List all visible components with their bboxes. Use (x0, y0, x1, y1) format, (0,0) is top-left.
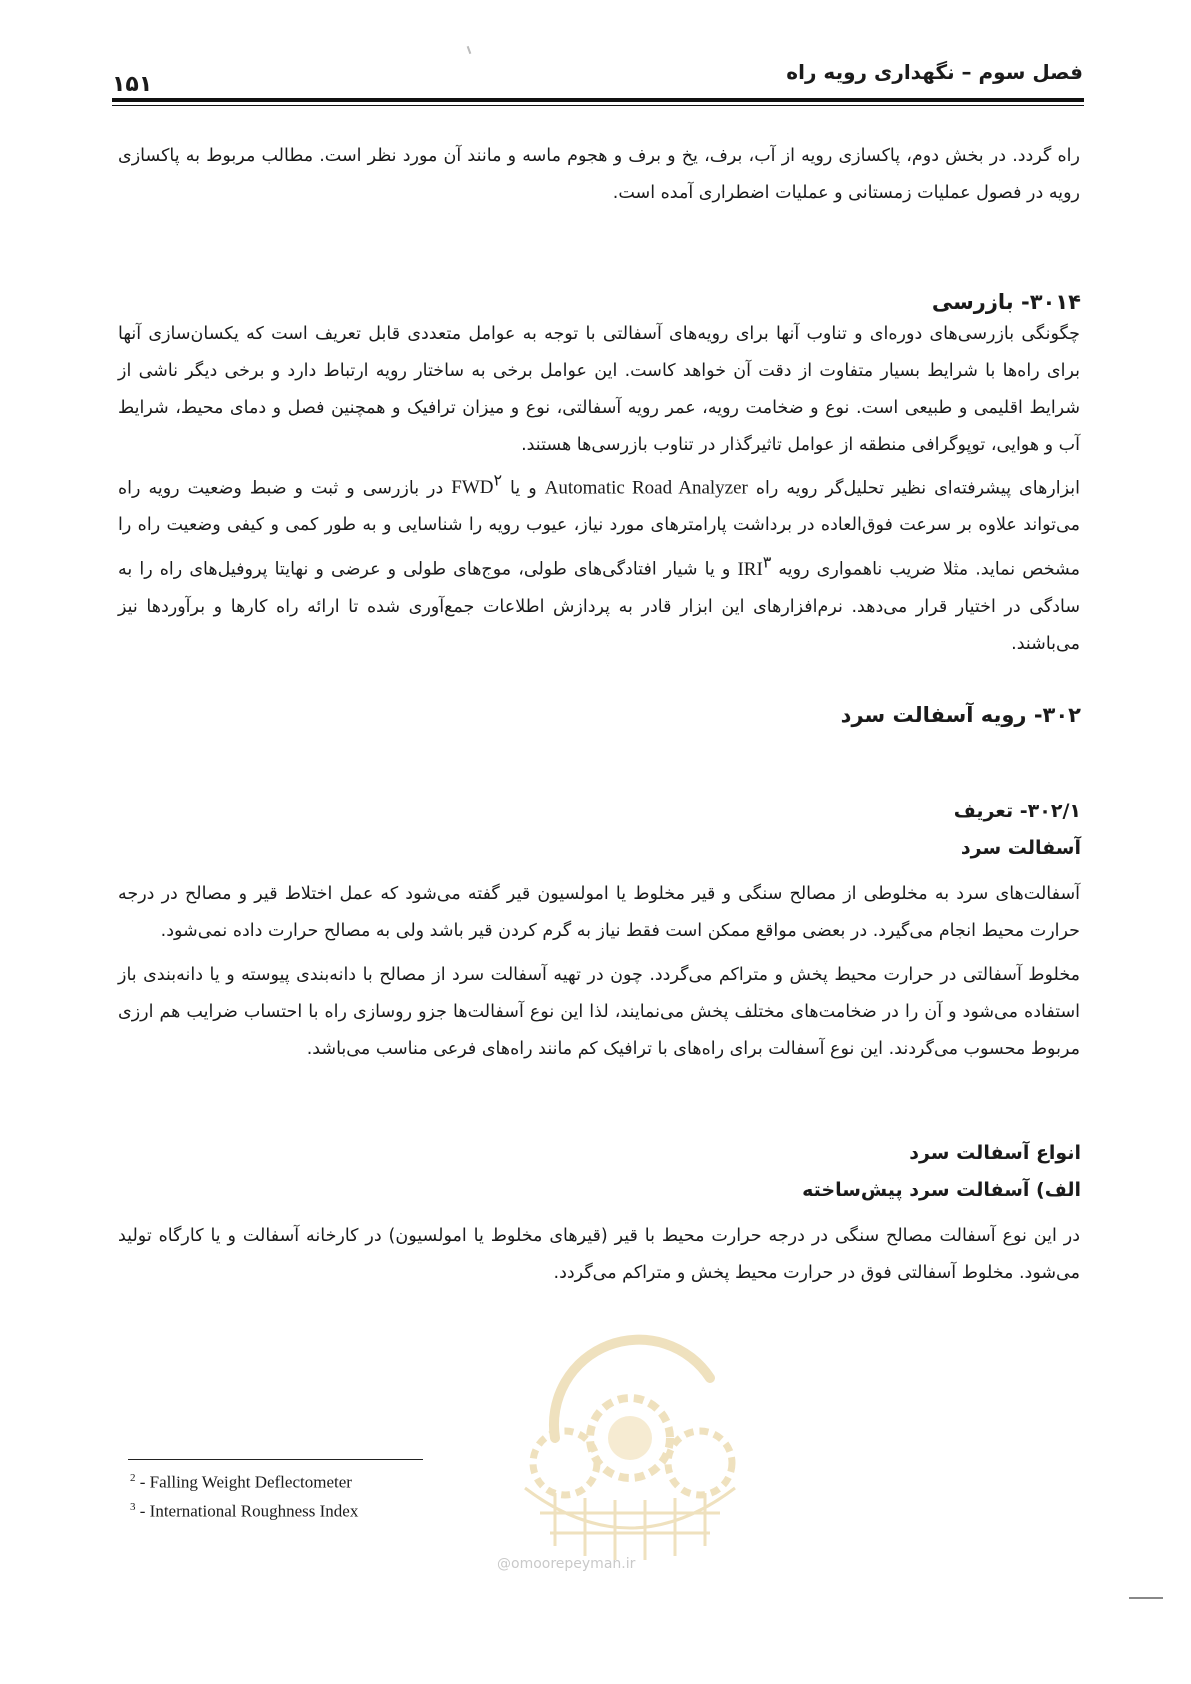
term-fwd-label: FWD (451, 477, 494, 499)
footnote-marker: 3 (130, 1500, 136, 1513)
footnote-ref-2: ۲ (493, 473, 503, 490)
footnote-text: - International Roughness Index (135, 1501, 359, 1521)
footnote-2 (130, 1466, 358, 1495)
footnote-marker: 2 (130, 1472, 136, 1484)
footnote-text: - Falling Weight Deflectometer (135, 1472, 352, 1492)
p2-text-c: در بازرسی و ثبت و ضبط وضعیت رویه راه می‌تواند علاوه بر سرعت فوق‌العاده در برداشت پارامترهای مورد نیاز، عیوب رویه را شناسایی و به طور کمی و کیفی وضعیت راه را مشخص نماید. مثلا ضریب ناهمواری رویه (118, 478, 1080, 580)
term-fwd (451, 473, 503, 499)
running-title: فصل سوم – نگهداری رویه راه (786, 60, 1083, 84)
p2-text-d: و یا شیار افتادگی‌های طولی، موج‌های طولی و عرضی و نهایتا پروفیل‌های راه را به سادگی در اختیار قرار می‌دهد. نرم‌افزارهای این ابزار قادر به پردازش اطلاعات جمع‌آوری شده تا ارائه راه کارها و برآوردها نیز می‌باشند. (118, 559, 1080, 654)
cold-asphalt-paragraph-1: آسفالت‌های سرد به مخلوطی از مصالح سنگی و قیر مخلوط یا امولسیون قیر گفته می‌شود که عمل اختلاط قیر و مصالح در درجه حرارت محیط انجام می‌گیرد. در بعضی مواقع ممکن است فقط نیاز به گرم کردن قیر باشد ولی به مصالح حرارت داده نمی‌شود. (118, 884, 1080, 941)
section-heading-inspection: ۳۰۱۴- بازرسی (931, 290, 1081, 314)
footnote-separator (128, 1459, 423, 1460)
inspection-paragraph-1: چگونگی بازرسی‌های دوره‌ای و تناوب آنها برای رویه‌های آسفالتی با توجه به عوامل متعددی قابل تعریف است که یکسان‌سازی آنها برای راه‌ها با شرایط بسیار متفاوت از دقت آن خواهد کاست. این عوامل برخی به ساختار رویه ارتباط دارد و برخی دیگر ناشی از شرایط اقلیمی و طبیعی است. نوع و ضخامت رویه، عمر رویه آسفالتی، نوع و میزان ترافیک و همچنین فصل و دمای محیط، شرایط آب و هوایی، توپوگرافی منطقه از عوامل تاثیرگذار در تناوب بازرسی‌ها هستند. (118, 324, 1080, 455)
cold-asphalt-paragraph-2: مخلوط آسفالتی در حرارت محیط پخش و متراکم می‌گردد. چون در تهیه آسفالت سرد از مصالح با دانه‌بندی پیوسته و یا دانه‌بندی باز استفاده می‌شود و آن را در ضخامت‌های مختلف پخش می‌نمایند، لذا این نوع آسفالت‌ها جزو روسازی راه با احتساب ضرایب هم ارزی مربوط محسوب می‌گردند. این نوع آسفالت برای راه‌های با ترافیک کم مانند راه‌های فرعی مناسب می‌باشد. (118, 965, 1080, 1059)
cold-asphalt-title: آسفالت سرد (960, 837, 1081, 859)
footnotes (130, 1466, 358, 1523)
header-rule-thick (112, 98, 1084, 102)
types-heading: انواع آسفالت سرد (909, 1142, 1081, 1164)
term-automatic-road-analyzer: Automatic Road Analyzer (544, 477, 748, 499)
page-number: ۱۵۱ (112, 72, 153, 97)
term-iri-label: IRI (737, 558, 763, 580)
intro-paragraph: راه گردد. در بخش دوم، پاکسازی رویه از آب، برف، یخ و برف و هجوم ماسه و مانند آن مورد نظر است. مطالب مربوط به پاکسازی رویه در فصول عملیات زمستانی و عملیات اضطراری آمده است. (118, 146, 1080, 203)
p2-text-b: و یا (502, 478, 545, 499)
footnote-3 (130, 1495, 358, 1524)
scan-edge-mark (1129, 1597, 1163, 1599)
watermark-logo (495, 1318, 765, 1578)
watermark-url: @omoorepeyman.ir (497, 1556, 636, 1572)
section-heading-cold-asphalt: ۳۰۲- رویه آسفالت سرد (840, 703, 1081, 727)
type-a-heading: الف) آسفالت سرد پیش‌ساخته (802, 1179, 1081, 1201)
header-rule-thin (112, 105, 1084, 106)
scan-speck (467, 46, 472, 54)
term-iri (737, 554, 772, 580)
subsection-heading-definition: ۳۰۲/۱- تعریف (953, 800, 1081, 822)
inspection-paragraph-2 (118, 463, 1080, 663)
p2-text-a: ابزارهای پیشرفته‌ای نظیر تحلیل‌گر رویه راه (747, 478, 1081, 499)
type-a-paragraph: در این نوع آسفالت مصالح سنگی در درجه حرارت محیط با قیر (قیرهای مخلوط یا امولسیون) در کارخانه آسفالت و یا کارگاه تولید می‌شود. مخلوط آسفالتی فوق در حرارت محیط پخش و متراکم می‌گردد. (118, 1226, 1080, 1283)
footnote-ref-3: ۳ (762, 554, 772, 572)
